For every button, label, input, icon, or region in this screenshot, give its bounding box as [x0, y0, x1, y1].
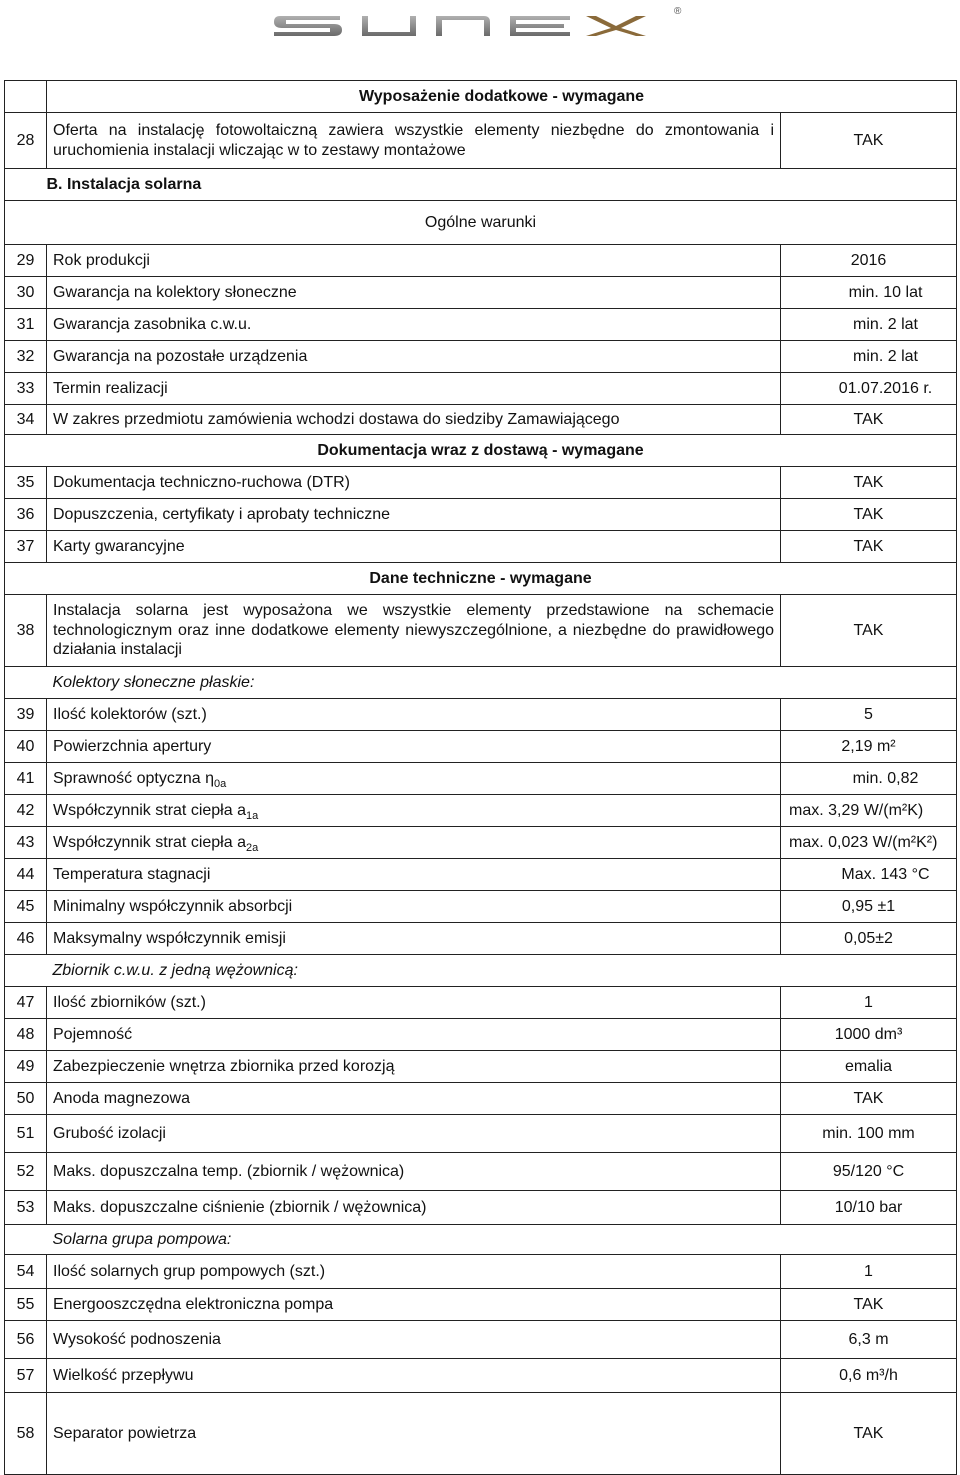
row-value: 0,6 m³/h	[781, 1359, 957, 1393]
row-value: 95/120 °C	[781, 1153, 957, 1191]
row-description: Zabezpieczenie wnętrza zbiornika przed korozją	[47, 1051, 781, 1083]
row-value: TAK	[781, 531, 957, 563]
table-row	[5, 1019, 957, 1051]
table-row	[5, 827, 957, 859]
row-description: Wysokość podnoszenia	[47, 1321, 781, 1359]
spec-table	[4, 80, 957, 1475]
table-row	[5, 987, 957, 1019]
sunex-logo	[270, 0, 690, 48]
row-value: min. 100 mm	[781, 1115, 957, 1153]
row-description: Oferta na instalację fotowoltaiczną zawiera wszystkie elementy niezbędne do zmontowania i uruchomienia instalacji wliczając w to zestawy montażowe	[47, 113, 781, 169]
row-number: 48	[5, 1019, 47, 1051]
section-row	[5, 81, 957, 113]
table-row	[5, 763, 957, 795]
svg-text:®: ®	[674, 6, 682, 17]
row-number: 42	[5, 795, 47, 827]
row-description: Dokumentacja techniczno-ruchowa (DTR)	[47, 467, 781, 499]
row-value: min. 0,82	[781, 763, 957, 795]
row-number: 51	[5, 1115, 47, 1153]
table-row	[5, 731, 957, 763]
row-number: 50	[5, 1083, 47, 1115]
row-number: 28	[5, 113, 47, 169]
section-header: Wyposażenie dodatkowe - wymagane	[47, 81, 957, 113]
row-number: 43	[5, 827, 47, 859]
row-number: 49	[5, 1051, 47, 1083]
row-number: 52	[5, 1153, 47, 1191]
table-row	[5, 859, 957, 891]
row-number: 45	[5, 891, 47, 923]
row-value: 1	[781, 987, 957, 1019]
table-row	[5, 1393, 957, 1475]
table-row	[5, 1153, 957, 1191]
table-row	[5, 923, 957, 955]
row-description: Dopuszczenia, certyfikaty i aprobaty techniczne	[47, 499, 781, 531]
row-number: 30	[5, 277, 47, 309]
row-value: 10/10 bar	[781, 1191, 957, 1225]
row-description: Gwarancja na kolektory słoneczne	[47, 277, 781, 309]
row-description: Ilość kolektorów (szt.)	[47, 699, 781, 731]
row-description: Temperatura stagnacji	[47, 859, 781, 891]
section-header: Dokumentacja wraz z dostawą - wymagane	[5, 435, 957, 467]
row-description: Minimalny współczynnik absorbcji	[47, 891, 781, 923]
row-number: 35	[5, 467, 47, 499]
row-number: 44	[5, 859, 47, 891]
section-title: B. Instalacja solarna	[47, 169, 957, 201]
table-row	[5, 245, 957, 277]
row-description: Ilość solarnych grup pompowych (szt.)	[47, 1255, 781, 1289]
section-row	[5, 955, 957, 987]
section-subtitle: Kolektory słoneczne płaskie:	[47, 667, 957, 699]
row-description: Instalacja solarna jest wyposażona we wszystkie elementy przedstawione na schemacie technologicznym oraz inne dodatkowe elementy niewyszczególnione, a niezbędne do prawidłowego działania instalacji	[47, 595, 781, 667]
row-description: Pojemność	[47, 1019, 781, 1051]
section-row	[5, 667, 957, 699]
row-value: 1	[781, 1255, 957, 1289]
row-number: 41	[5, 763, 47, 795]
row-number: 37	[5, 531, 47, 563]
row-value: TAK	[781, 405, 957, 435]
row-value: TAK	[781, 1083, 957, 1115]
table-row	[5, 595, 957, 667]
row-description: Gwarancja zasobnika c.w.u.	[47, 309, 781, 341]
row-number: 29	[5, 245, 47, 277]
row-value: 1000 dm³	[781, 1019, 957, 1051]
row-description: Powierzchnia apertury	[47, 731, 781, 763]
row-description: Maks. dopuszczalna temp. (zbiornik / wężownica)	[47, 1153, 781, 1191]
row-description: Ilość zbiorników (szt.)	[47, 987, 781, 1019]
row-value: 2,19 m²	[781, 731, 957, 763]
row-description: Rok produkcji	[47, 245, 781, 277]
row-value: Max. 143 °C	[781, 859, 957, 891]
row-value: TAK	[781, 1393, 957, 1475]
row-number: 31	[5, 309, 47, 341]
table-row	[5, 467, 957, 499]
row-description: Sprawność optyczna $\eta_{0a}$	[47, 763, 781, 795]
section-subtitle: Zbiornik c.w.u. z jedną wężownicą:	[47, 955, 957, 987]
table-row	[5, 373, 957, 405]
row-value: max. 3,29 W/(m²K)	[781, 795, 957, 827]
table-row	[5, 1083, 957, 1115]
row-value: TAK	[781, 113, 957, 169]
row-value: max. 0,023 W/(m²K²)	[781, 827, 957, 859]
row-description: Grubość izolacji	[47, 1115, 781, 1153]
table-row	[5, 277, 957, 309]
row-number: 32	[5, 341, 47, 373]
table-row	[5, 795, 957, 827]
row-number: 46	[5, 923, 47, 955]
row-description: Gwarancja na pozostałe urządzenia	[47, 341, 781, 373]
table-row	[5, 309, 957, 341]
table-row	[5, 113, 957, 169]
row-description: Anoda magnezowa	[47, 1083, 781, 1115]
row-description: Energooszczędna elektroniczna pompa	[47, 1289, 781, 1321]
row-description: Wielkość przepływu	[47, 1359, 781, 1393]
row-description: Maksymalny współczynnik emisji	[47, 923, 781, 955]
row-value: emalia	[781, 1051, 957, 1083]
row-description: Maks. dopuszczalne ciśnienie (zbiornik / wężownica)	[47, 1191, 781, 1225]
table-row	[5, 405, 957, 435]
section-row	[5, 1225, 957, 1255]
table-row	[5, 1321, 957, 1359]
table-row	[5, 1051, 957, 1083]
row-value: TAK	[781, 595, 957, 667]
row-value: TAK	[781, 1289, 957, 1321]
table-row	[5, 1289, 957, 1321]
row-value: min. 2 lat	[781, 341, 957, 373]
table-row	[5, 531, 957, 563]
table-row	[5, 341, 957, 373]
table-row	[5, 1115, 957, 1153]
section-row	[5, 563, 957, 595]
row-value: 01.07.2016 r.	[781, 373, 957, 405]
row-value: 0,05±2	[781, 923, 957, 955]
row-number: 36	[5, 499, 47, 531]
row-description: Separator powietrza	[47, 1393, 781, 1475]
table-row	[5, 499, 957, 531]
table-row	[5, 1255, 957, 1289]
row-description: Współczynnik strat ciepła $a_{1a}$	[47, 795, 781, 827]
row-description: Termin realizacji	[47, 373, 781, 405]
table-row	[5, 891, 957, 923]
row-number: 33	[5, 373, 47, 405]
row-number: 58	[5, 1393, 47, 1475]
row-number: 34	[5, 405, 47, 435]
section-row	[5, 201, 957, 245]
row-value: 6,3 m	[781, 1321, 957, 1359]
row-value: TAK	[781, 499, 957, 531]
row-number: 55	[5, 1289, 47, 1321]
section-header: Dane techniczne - wymagane	[5, 563, 957, 595]
sunex-logo-graphic	[270, 0, 690, 48]
row-value: min. 2 lat	[781, 309, 957, 341]
row-description: Współczynnik strat ciepła $a_{2a}$	[47, 827, 781, 859]
row-number: 53	[5, 1191, 47, 1225]
row-number: 38	[5, 595, 47, 667]
section-subtitle: Solarna grupa pompowa:	[47, 1225, 957, 1255]
row-number: 54	[5, 1255, 47, 1289]
section-row	[5, 435, 957, 467]
table-row	[5, 699, 957, 731]
section-header: Ogólne warunki	[5, 201, 957, 245]
row-value: 5	[781, 699, 957, 731]
row-number: 56	[5, 1321, 47, 1359]
table-row	[5, 1359, 957, 1393]
row-value: min. 10 lat	[781, 277, 957, 309]
row-value: 2016	[781, 245, 957, 277]
row-description: Karty gwarancyjne	[47, 531, 781, 563]
row-number: 40	[5, 731, 47, 763]
row-value: TAK	[781, 467, 957, 499]
row-value: 0,95 ±1	[781, 891, 957, 923]
row-number: 47	[5, 987, 47, 1019]
row-number: 57	[5, 1359, 47, 1393]
section-row	[5, 169, 957, 201]
table-row	[5, 1191, 957, 1225]
row-number: 39	[5, 699, 47, 731]
row-description: W zakres przedmiotu zamówienia wchodzi dostawa do siedziby Zamawiającego	[47, 405, 781, 435]
